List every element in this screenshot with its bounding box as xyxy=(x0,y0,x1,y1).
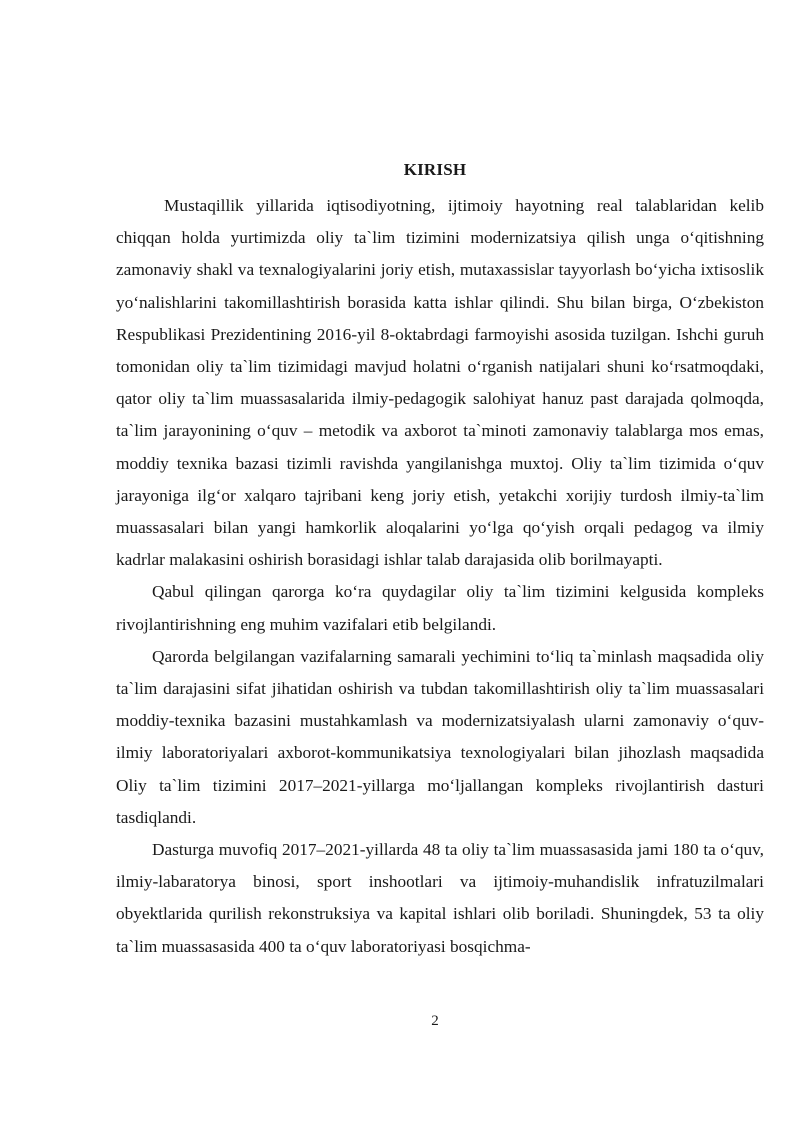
page-number: 2 xyxy=(431,1013,439,1029)
paragraph-resolution-tasks: Qabul qilingan qarorga ko‘ra quydagilar oliy ta`lim tizimini kelgusida kompleks rivojlantirishning eng muhim vazifalari etib belgilandi. xyxy=(116,582,764,634)
paragraph-introduction: Mustaqillik yillarida iqtisodiyotning, ijtimoiy hayotning real talablaridan kelib chiqqan holda yurtimizda oliy ta`lim tizimini modernizatsiya qilish unga o‘qitishning zamonaviy shakl va texnalogiyalarini joriy etish, mutaxassislar tayyorlash bo‘yicha ixtisoslik yo‘nalishlarini takomillashtirish borasida katta ishlar qilindi. Shu bilan birga, O‘zbekiston Respublikasi Prezidentining 2016-yil 8-oktabrdagi farmoyishi asosida tuzilgan. Ishchi guruh tomonidan oliy ta`lim tizimidagi mavjud holatni o‘rganish natijalari shuni ko‘rsatmoqdaki, qator oliy ta`lim muassasalarida ilmiy-pedagogik salohiyat hanuz past darajada qolmoqda, ta`lim jarayonining o‘quv – metodik va axborot ta`minoti zamonaviy talablarga mos emas, moddiy texnika bazasi tizimli ravishda yangilanishga muxtoj. Oliy ta`lim tizimida o‘quv jarayoniga ilg‘or xalqaro tajribani keng joriy etish, yetakchi xorijiy turdosh ilmiy-ta`lim muassasalari bilan yangi hamkorlik aloqalarini yo‘lga qo‘yish orqali pedagog va ilmiy kadrlar malakasini oshirish borasidagi ishlar talab darajasida olib borilmayapti. xyxy=(116,196,764,570)
section-heading: KIRISH xyxy=(403,160,467,179)
paragraph-development-program: Qarorda belgilangan vazifalarning samarali yechimini to‘liq ta`minlash maqsadida oliy ta`lim darajasini sifat jihatidan oshirish va tubdan takomillashtirish oliy ta`lim muassasalari moddiy-texnika bazasini mustahkamlash va modernizatsiyalash ularni zamonaviy o‘quv-ilmiy laboratoriyalari axborot-kommunikatsiya texnologiyalari bilan jihozlash maqsadida Oliy ta`lim tizimini 2017–2021-yillarga mo‘ljallangan kompleks rivojlantirish dasturi tasdiqlandi. xyxy=(116,646,764,827)
paragraph-construction-plan: Dasturga muvofiq 2017–2021-yillarda 48 ta oliy ta`lim muassasasida jami 180 ta o‘quv, ilmiy-labaratorya binosi, sport inshootlari va ijtimoiy-muhandislik infratuzilmalari obyektlarida qurilish rekonstruksiya va kapital ishlari olib boriladi. Shuningdek, 53 ta oliy ta`lim muassasasida 400 ta o‘quv laboratoriyasi bosqichma- xyxy=(116,840,764,956)
body-text xyxy=(116,190,764,963)
